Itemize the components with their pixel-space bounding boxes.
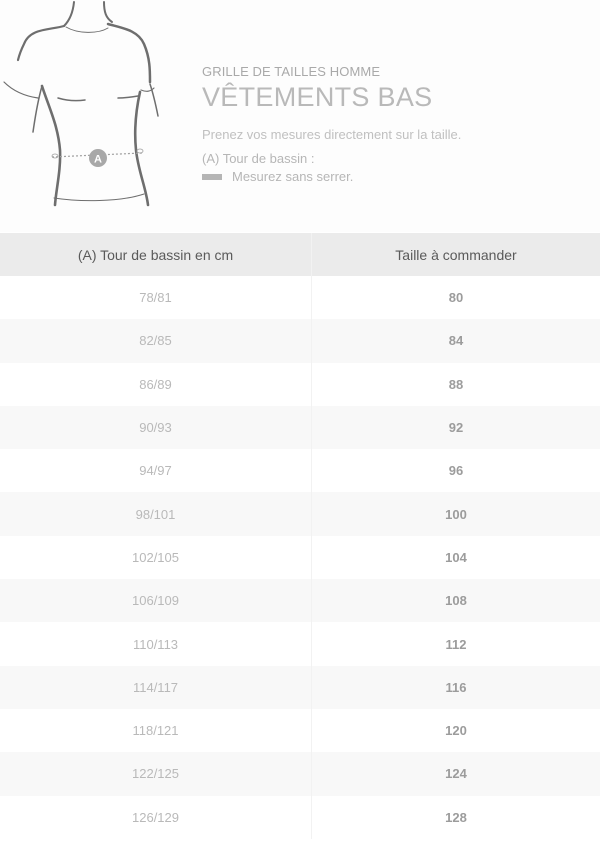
- guide-subtitle: GRILLE DE TAILLES HOMME: [202, 64, 381, 79]
- cell-tour-de-bassin: 102/105: [0, 536, 312, 579]
- measurement-label: (A) Tour de bassin :: [202, 151, 315, 166]
- torso-illustration-icon: [0, 0, 200, 220]
- measurement-note-text: Mesurez sans serrer.: [232, 169, 354, 184]
- cell-tour-de-bassin: 118/121: [0, 709, 312, 752]
- cell-tour-de-bassin: 78/81: [0, 276, 312, 319]
- size-guide-header: [0, 0, 600, 232]
- cell-taille: 100: [445, 506, 467, 522]
- cell-tour-de-bassin: 122/125: [0, 752, 312, 795]
- table-row: [0, 579, 600, 622]
- cell-taille: 112: [445, 636, 467, 652]
- cell-taille: 104: [445, 549, 467, 565]
- measurement-note: [202, 169, 461, 184]
- size-table-body: [0, 276, 600, 839]
- cell-tour-de-bassin: 94/97: [0, 449, 312, 492]
- cell-taille: 124: [445, 766, 467, 782]
- cell-tour-de-bassin: 114/117: [0, 666, 312, 709]
- cell-taille: 96: [448, 463, 464, 479]
- cell-tour-de-bassin: 90/93: [0, 406, 312, 449]
- table-row: [0, 492, 600, 535]
- table-row: [0, 449, 600, 492]
- cell-taille: 120: [445, 723, 467, 739]
- size-table: [0, 233, 600, 839]
- table-row: [0, 796, 600, 839]
- cell-taille: 108: [445, 593, 467, 609]
- cell-taille: 92: [448, 420, 464, 436]
- table-row: [0, 622, 600, 665]
- table-row: [0, 709, 600, 752]
- table-row: [0, 363, 600, 406]
- cell-taille: 80: [448, 290, 464, 306]
- cell-taille: 88: [448, 376, 464, 392]
- measurement-marker-a: A: [94, 153, 102, 166]
- cell-tour-de-bassin: 98/101: [0, 492, 312, 535]
- size-guide-info: [202, 64, 461, 184]
- cell-tour-de-bassin: 82/85: [0, 319, 312, 362]
- cell-tour-de-bassin: 86/89: [0, 363, 312, 406]
- column-header-tour-de-bassin: (A) Tour de bassin en cm: [0, 233, 312, 276]
- table-row: [0, 536, 600, 579]
- measure-line-legend-icon: [202, 174, 222, 180]
- cell-tour-de-bassin: 110/113: [0, 622, 312, 665]
- cell-taille: 84: [448, 333, 464, 349]
- table-row: [0, 752, 600, 795]
- column-header-taille: Taille à commander: [395, 246, 517, 263]
- guide-title: VÊTEMENTS BAS: [202, 82, 433, 112]
- cell-taille: 116: [445, 679, 467, 695]
- cell-tour-de-bassin: 126/129: [0, 796, 312, 839]
- table-row: [0, 666, 600, 709]
- table-row: [0, 406, 600, 449]
- cell-taille: 128: [445, 809, 467, 825]
- measurement-instruction: Prenez vos mesures directement sur la taille.: [202, 127, 462, 142]
- cell-tour-de-bassin: 106/109: [0, 579, 312, 622]
- size-table-header: [0, 233, 600, 276]
- table-row: [0, 319, 600, 362]
- table-row: [0, 276, 600, 319]
